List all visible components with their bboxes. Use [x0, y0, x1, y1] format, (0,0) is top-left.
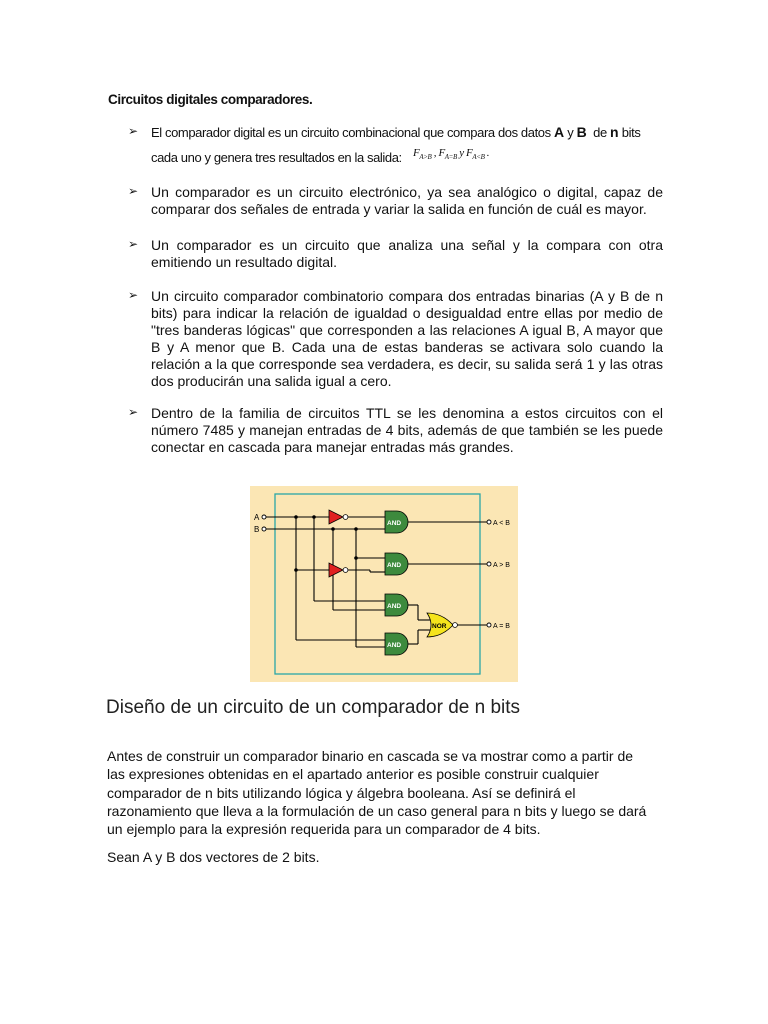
and-gate-icon: [385, 594, 408, 616]
output-formula: FA>B , FA=B y FA<B .: [412, 147, 490, 162]
paragraph-2: Sean A y B dos vectores de 2 bits.: [107, 849, 320, 865]
svg-text:AND: AND: [387, 642, 402, 649]
svg-text:NOR: NOR: [432, 623, 447, 630]
bullet-2: [128, 184, 663, 218]
bullet-5: [128, 405, 663, 456]
arrow-bullet-icon: ➢: [128, 124, 139, 138]
output-eq-label: A = B: [493, 623, 510, 630]
bullet-2-text: Un comparador es un circuito electrónico, ya sea analógico o digital, capaz de comparar dos señales de entrada y variar la salida en función de cuál es mayor.: [151, 184, 663, 217]
and-gate-icon: [385, 511, 408, 533]
document-title: Circuitos digitales comparadores.: [108, 92, 313, 107]
section-heading: Diseño de un circuito de un comparador de n bits: [106, 697, 521, 718]
and-gate-icon: [385, 633, 408, 655]
bullet-3: [128, 237, 663, 271]
bullet-4: [128, 288, 663, 390]
arrow-bullet-icon: ➢: [128, 405, 139, 419]
output-lt-label: A < B: [493, 520, 510, 527]
not-gate-icon: [329, 563, 348, 577]
comparator-circuit-diagram: [250, 486, 518, 682]
not-gate-icon: [329, 510, 348, 524]
nor-gate-icon: [427, 613, 457, 637]
arrow-bullet-icon: ➢: [128, 237, 139, 251]
svg-text:AND: AND: [387, 562, 402, 569]
paragraph-1: Antes de construir un comparador binario en cascada se va mostrar como a partir de las expresiones obtenidas en el apartado anterior es posible construir cualquier comparador de n bits utilizando lógica y álgebra booleana. Así se definirá el razonamiento que lleva a la formulación de un caso general para n bits y luego se dará un ejemplo para la expresión requerida para un comparador de 4 bits.: [107, 748, 647, 838]
bullet-1-text: El comparador digital es un circuito combinacional que compara dos datos A y B de n bits cada uno y genera tres resultados en la salida: $^{F_{A>B} , F_{A=B} y F_{A<B} .}$: [151, 124, 641, 165]
input-a-label: A: [254, 513, 260, 522]
arrow-bullet-icon: ➢: [128, 288, 139, 302]
arrow-bullet-icon: ➢: [128, 184, 139, 198]
bullet-3-text: Un comparador es un circuito que analiza una señal y la compara con otra emitiendo un resultado digital.: [151, 237, 663, 270]
bullet-1: [128, 124, 663, 172]
output-gt-label: A > B: [493, 562, 510, 569]
bullet-5-text: Dentro de la familia de circuitos TTL se les denomina a estos circuitos con el número 7485 y manejan entradas de 4 bits, además de que también se les puede conectar en cascada para manejar entradas más grandes.: [151, 405, 663, 455]
svg-text:AND: AND: [387, 520, 402, 527]
input-b-label: B: [254, 525, 260, 534]
svg-text:AND: AND: [387, 603, 402, 610]
and-gate-icon: [385, 553, 408, 575]
bullet-4-text: Un circuito comparador combinatorio compara dos entradas binarias (A y B de n bits) para indicar la relación de igualdad o desigualdad entre ellas por medio de "tres banderas lógicas" que corresponden a las relaciones A igual B, A mayor que B y A menor que B. Cada una de estas banderas se activara solo cuando la relación a la que corresponde sea verdadera, es decir, su salida será 1 y las otras dos producirán una salida igual a cero.: [151, 288, 663, 389]
